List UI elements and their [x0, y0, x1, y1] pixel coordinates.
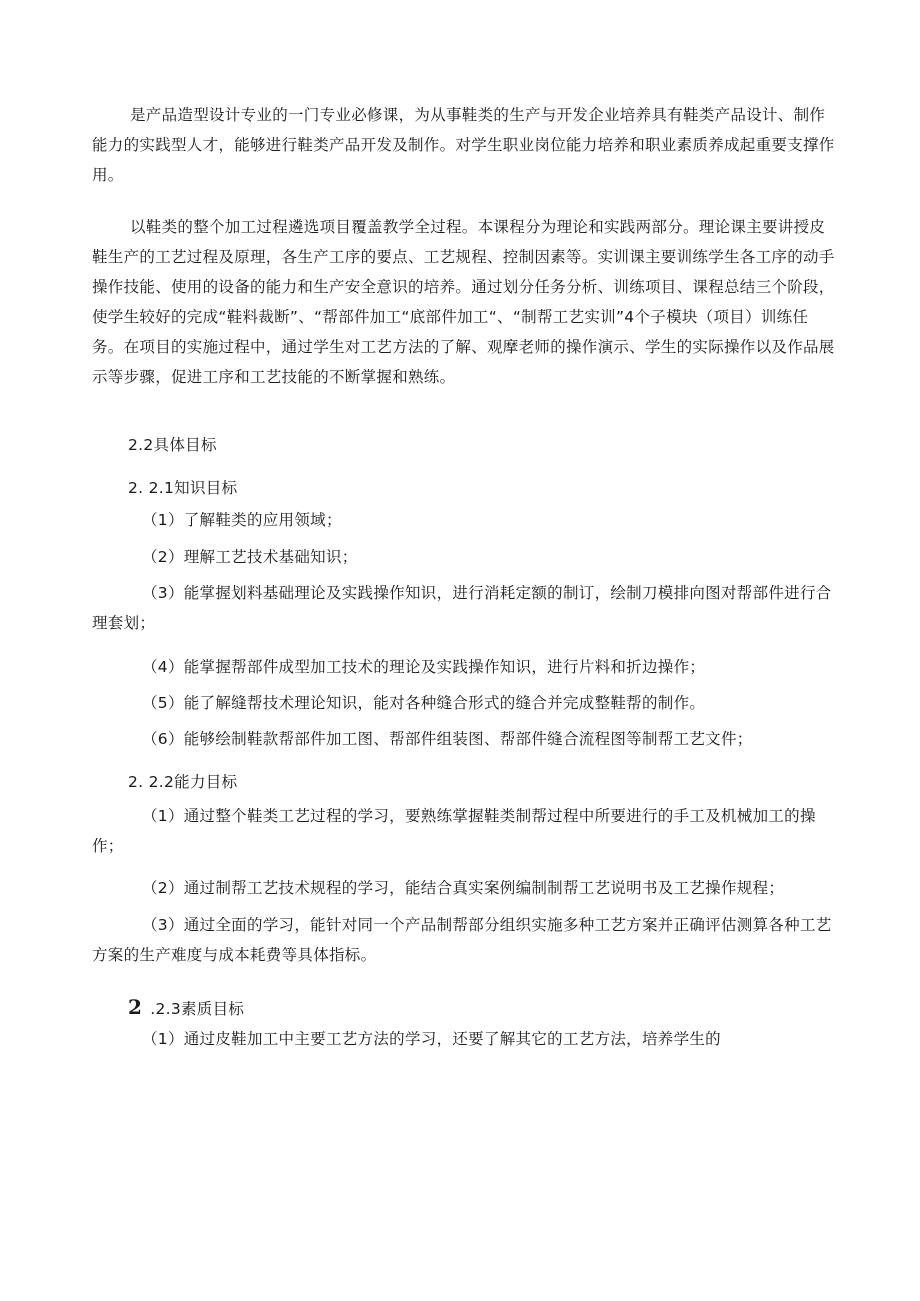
quality-item: （1）通过皮鞋加工中主要工艺方法的学习，还要了解其它的工艺方法，培养学生的 — [142, 1030, 721, 1048]
knowledge-item: （1）了解鞋类的应用领域； — [142, 511, 342, 529]
knowledge-item: （5）能了解缝帮技术理论知识，能对各种缝合形式的缝合并完成整鞋帮的制作。 — [142, 694, 706, 712]
knowledge-goals-heading: 2. 2.1知识目标 — [128, 479, 238, 497]
section-heading-specific-goals: 2.2具体目标 — [128, 436, 217, 454]
quality-heading-text: .2.3素质目标 — [150, 1000, 245, 1018]
knowledge-item: （4）能掌握帮部件成型加工技术的理论及实践操作知识，进行片料和折边操作； — [142, 658, 706, 676]
knowledge-item: （6）能够绘制鞋款帮部件加工图、帮部件组装图、帮部件缝合流程图等制帮工艺文件； — [142, 730, 753, 748]
ability-goals-heading: 2. 2.2能力目标 — [128, 773, 238, 791]
ability-item: （2）通过制帮工艺技术规程的学习，能结合真实案例编制制帮工艺说明书及工艺操作规程； — [142, 879, 785, 897]
ability-item: （1）通过整个鞋类工艺过程的学习，要熟练掌握鞋类制帮过程中所要进行的手工及机械加工的操作； — [92, 807, 816, 855]
ability-item: （3）通过全面的学习，能针对同一个产品制帮部分组织实施多种工艺方案并正确评估测算各种工艺方案的生产难度与成本耗费等具体指标。 — [92, 916, 832, 964]
intro-paragraph: 是产品造型设计专业的一门专业必修课，为从事鞋类的生产与开发企业培养具有鞋类产品设计、制作能力的实践型人才，能够进行鞋类产品开发及制作。对学生职业岗位能力培养和职业素质养成起重要支撑作用。 — [92, 106, 835, 184]
quality-heading-number: 2 — [128, 995, 143, 1019]
course-description-paragraph: 以鞋类的整个加工过程遴选项目覆盖教学全过程。本课程分为理论和实践两部分。理论课主要讲授皮鞋生产的工艺过程及原理，各生产工序的要点、工艺规程、控制因素等。实训课主要训练学生各工序的动手操作技能、使用的设备的能力和生产安全意识的培养。通过划分任务分析、训练项目、课程总结三个阶段，使学生较好的完成“鞋料裁断”、“帮部件加工“底部件加工“、“制帮工艺实训”4个子模块（项目）训练任务。在项目的实施过程中，通过学生对工艺方法的了解、观摩老师的操作演示、学生的实际操作以及作品展示等步骤，促进工序和工艺技能的不断掌握和熟练。 — [92, 218, 835, 386]
quality-goals-heading — [128, 992, 244, 1024]
knowledge-item: （2）理解工艺技术基础知识； — [142, 548, 358, 566]
knowledge-item: （3）能掌握划料基础理论及实践操作知识，进行消耗定额的制订，绘制刀模排向图对帮部件进行合理套划； — [92, 584, 832, 632]
